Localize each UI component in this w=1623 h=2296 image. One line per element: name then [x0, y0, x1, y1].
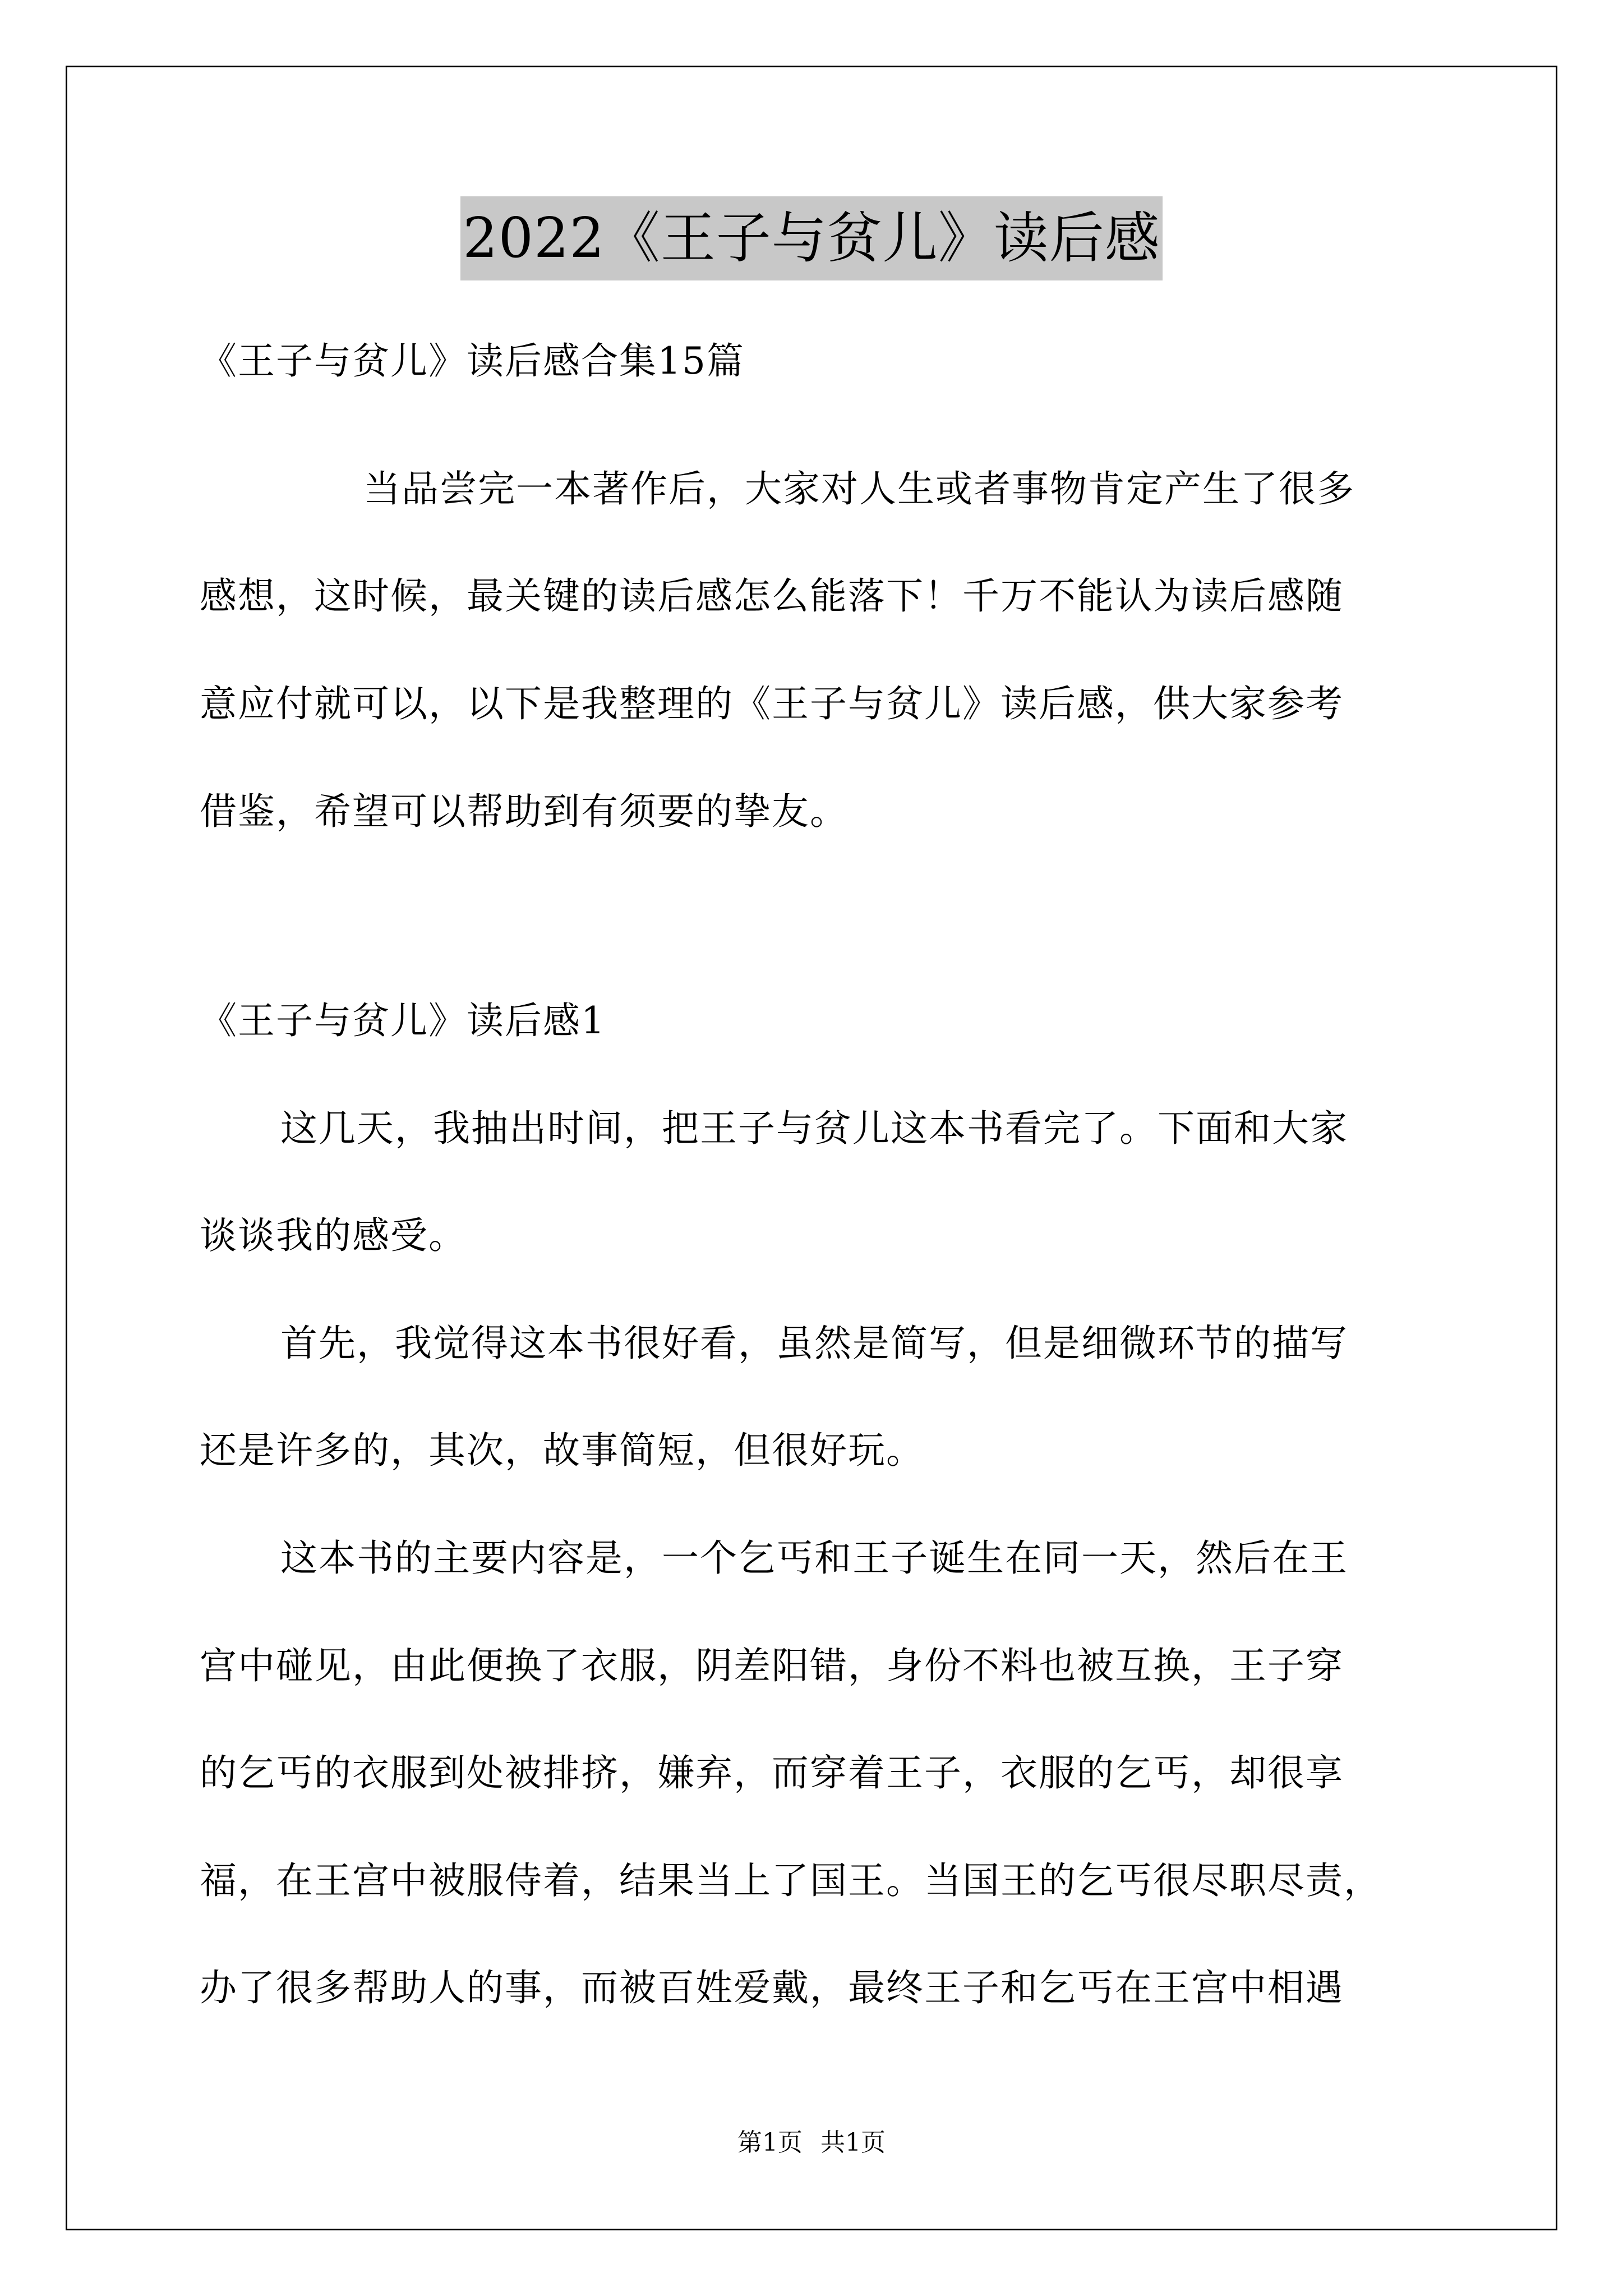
intro-line: 感想，这时候，最关键的读后感怎么能落下！千万不能认为读后感随 [200, 574, 1344, 618]
body-line: 这几天，我抽出时间，把王子与贫儿这本书看完了。下面和大家 [280, 1107, 1348, 1150]
body-line: 这本书的主要内容是，一个乞丐和王子诞生在同一天，然后在王 [280, 1536, 1348, 1580]
body-line: 办了很多帮助人的事，而被百姓爱戴，最终王子和乞丐在王宫中相遇 [200, 1966, 1344, 2009]
section-heading: 《王子与贫儿》读后感1 [200, 999, 606, 1042]
body-line: 福，在王宫中被服侍着，结果当上了国王。当国王的乞丐很尽职尽责， [200, 1859, 1382, 1902]
page-number: 第1页 [737, 2128, 803, 2157]
title-container [0, 196, 1623, 280]
body-line: 首先，我觉得这本书很好看，虽然是简写，但是细微环节的描写 [280, 1322, 1348, 1365]
body-line: 的乞丐的衣服到处被排挤，嫌弃，而穿着王子，衣服的乞丐，却很享 [200, 1751, 1344, 1795]
page-total: 共1页 [820, 2128, 886, 2157]
body-line: 还是许多的，其次，故事简短，但很好玩。 [200, 1429, 924, 1472]
intro-line: 借鉴，希望可以帮助到有须要的挚友。 [200, 790, 848, 833]
document-title: 2022《王子与贫儿》读后感 [460, 196, 1162, 280]
subtitle: 《王子与贫儿》读后感合集15篇 [200, 339, 745, 383]
body-line: 谈谈我的感受。 [200, 1214, 467, 1257]
page-footer [0, 2126, 1623, 2160]
intro-line: 当品尝完一本著作后，大家对人生或者事物肯定产生了很多 [363, 467, 1355, 510]
intro-line: 意应付就可以，以下是我整理的《王子与贫儿》读后感，供大家参考 [200, 682, 1344, 725]
body-line: 宫中碰见，由此便换了衣服，阴差阳错，身份不料也被互换，王子穿 [200, 1644, 1344, 1687]
